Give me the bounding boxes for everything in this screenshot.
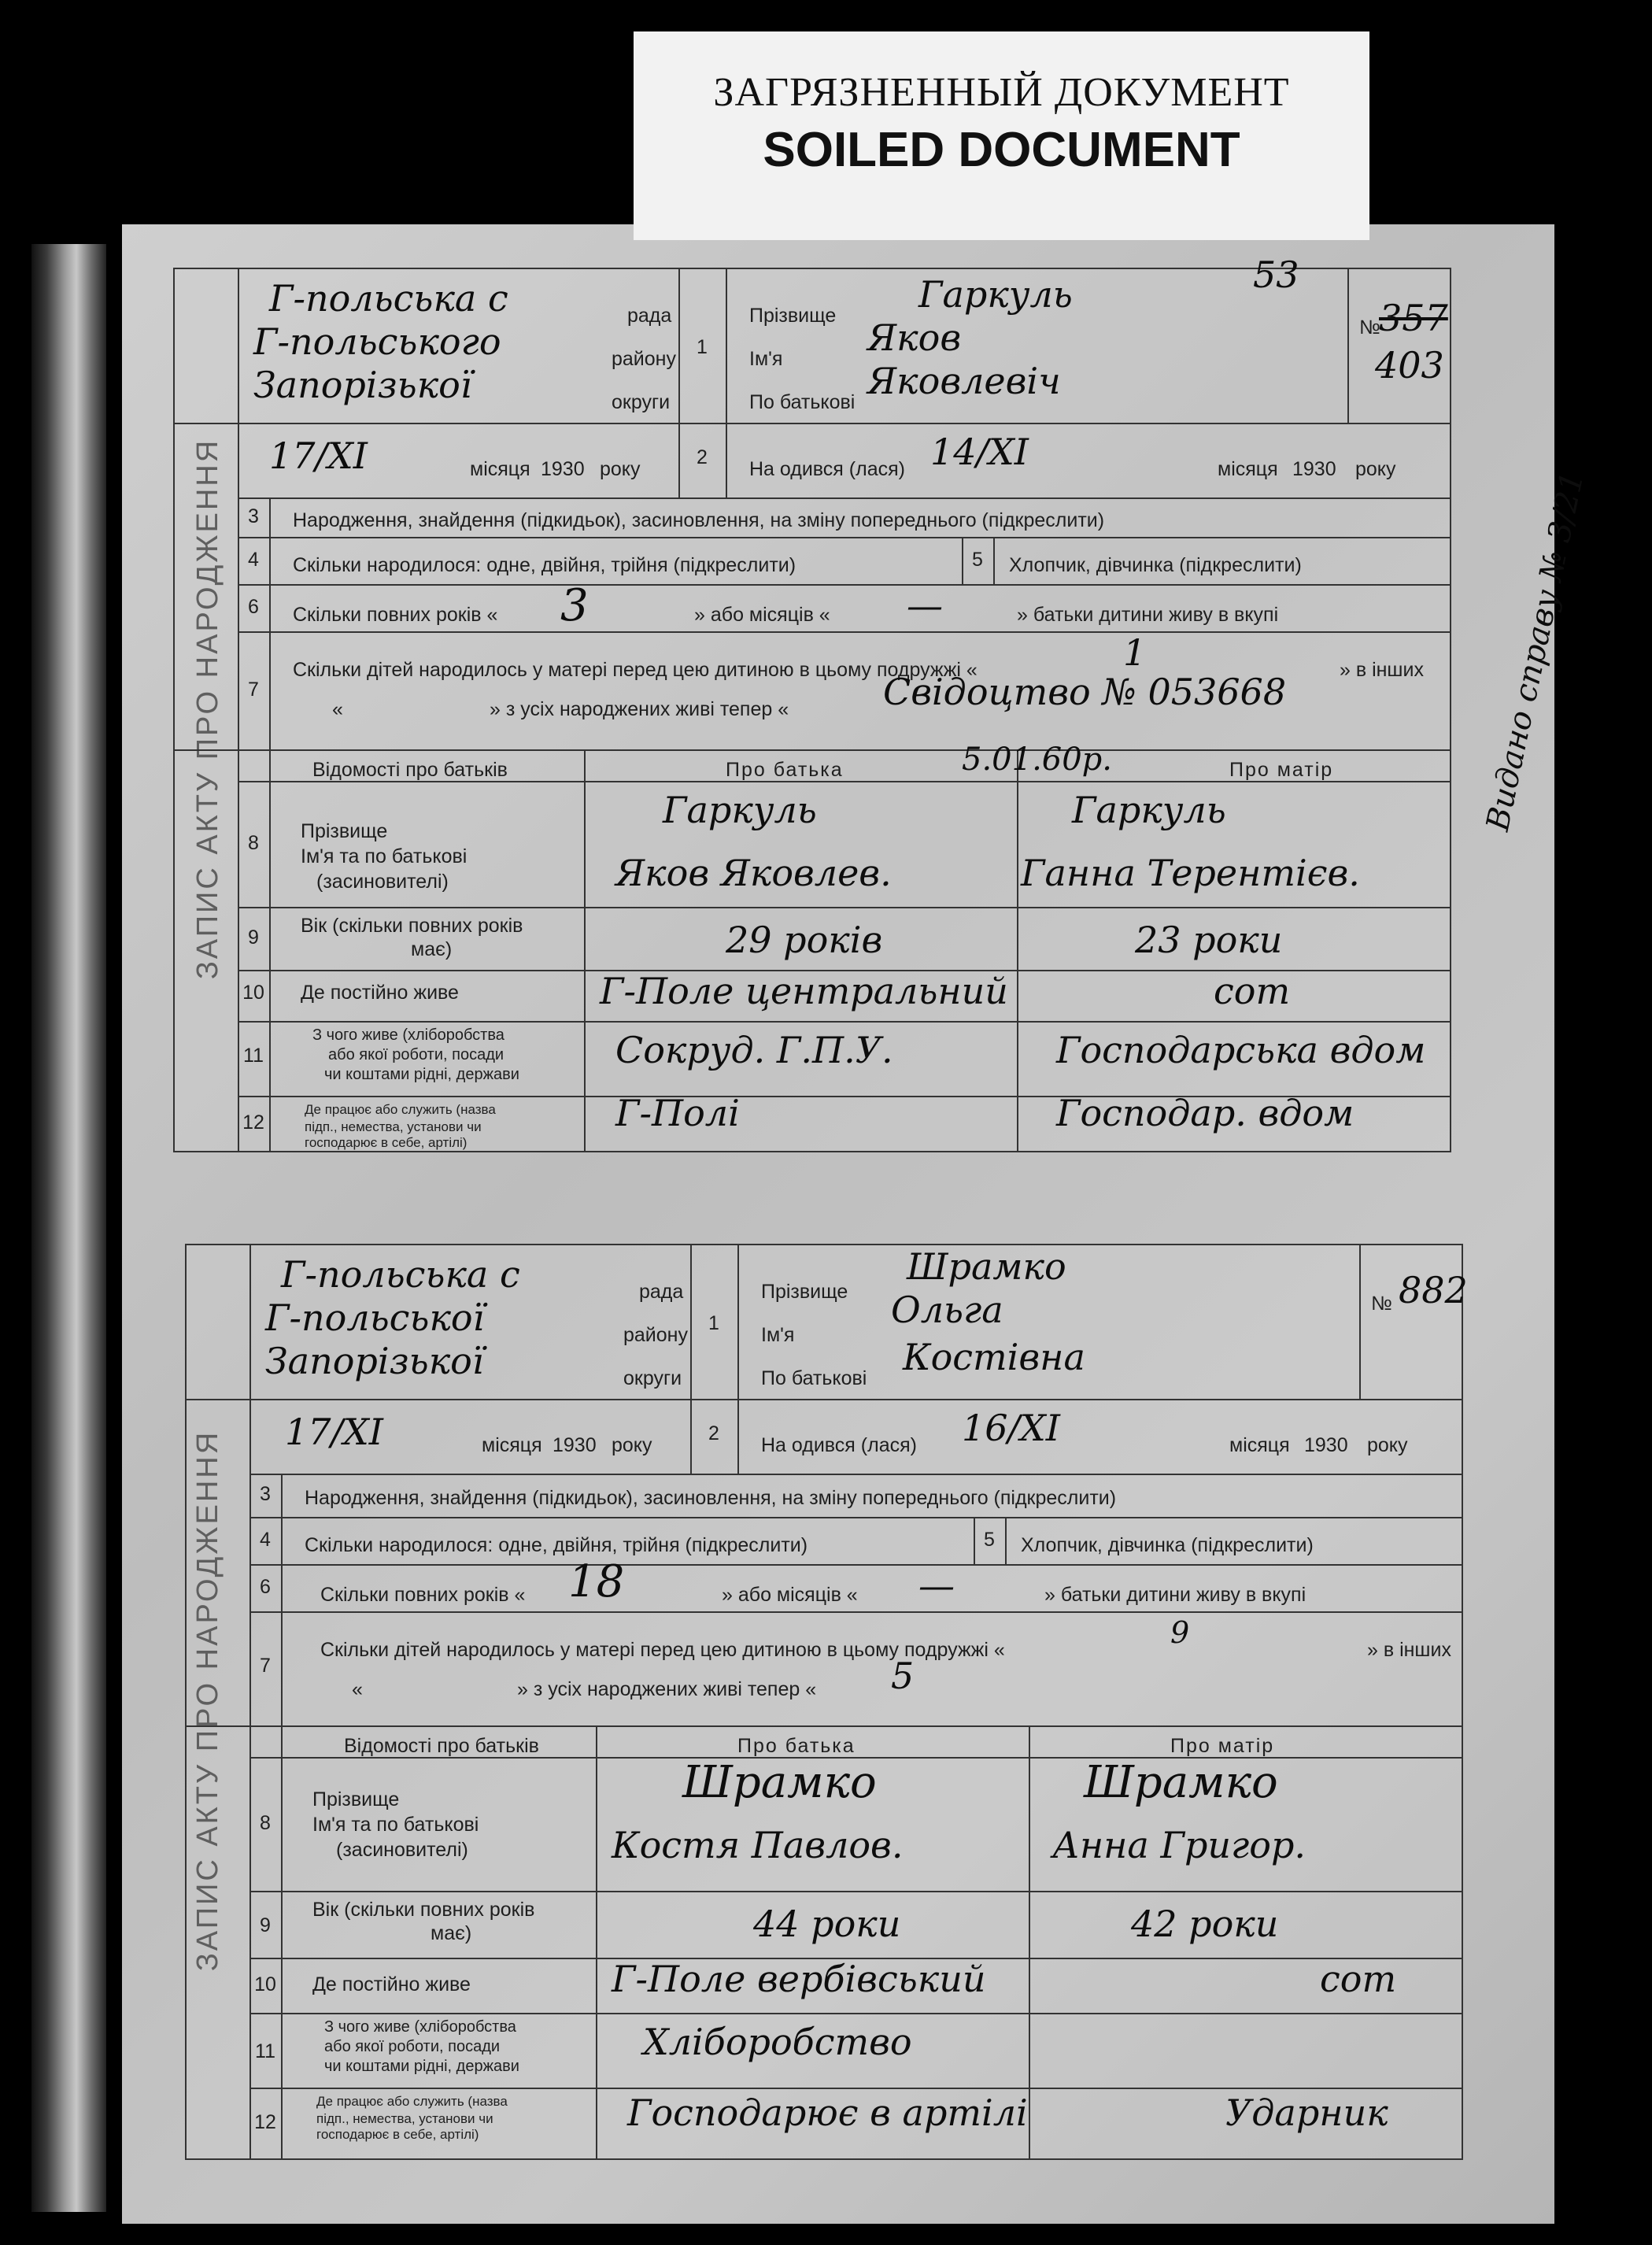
father-surname: Шрамко [682, 1757, 877, 1808]
year-label: року [612, 1434, 652, 1456]
father-name: Костя Павлов. [612, 1824, 904, 1866]
certificate-note: Свідоцтво № 053668 [883, 671, 1287, 713]
father-surname: Гаркуль [663, 789, 817, 831]
row10-label: Де постійно живе [301, 982, 459, 1004]
row6-years-label: Скільки повних років « [293, 604, 498, 626]
registration-date: 17/XI [285, 1411, 383, 1453]
rayon-label: району [612, 348, 676, 370]
record-number: 882 [1399, 1269, 1468, 1311]
father-header: Про батька [726, 759, 844, 781]
row6-tail: » батьки дитини живу в вкупі [1017, 604, 1279, 626]
row-num: 8 [248, 832, 259, 854]
rada-label: рада [627, 305, 672, 327]
row11-label: З чого живе (хліборобства [324, 2018, 516, 2036]
row7-quote: « [332, 698, 343, 720]
row7-alive-label: » з усіх народжених живі тепер « [517, 1678, 817, 1700]
row12-label: підп., немества, установи чи [305, 1119, 482, 1134]
father-occupation: Хліборобство [643, 2021, 912, 2063]
row8-label: (засиновителі) [316, 871, 449, 893]
parents-header: Відомості про батьків [312, 759, 508, 781]
row12-label: господарює в себе, артілі) [316, 2127, 479, 2142]
registration-year: 1930 [541, 458, 585, 480]
row11-label: З чого живе (хліборобства [312, 1026, 504, 1044]
row11-label: чи коштами рідні, держави [324, 2058, 519, 2075]
record-1 [173, 253, 1451, 1152]
soiled-document-label [634, 31, 1369, 240]
row7-tail: » в інших [1340, 659, 1424, 681]
birth-year: 1930 [1304, 1434, 1348, 1456]
row12-label: господарює в себе, артілі) [305, 1135, 468, 1150]
registration-year: 1930 [553, 1434, 597, 1456]
father-occupation: Сокруд. Г.П.У. [615, 1029, 893, 1071]
row7-alive-label: » з усіх народжених живі тепер « [490, 698, 789, 720]
row-num: 1 [697, 336, 708, 358]
mother-surname: Гаркуль [1072, 789, 1226, 831]
mother-header: Про матір [1170, 1735, 1275, 1757]
margin-number: 53 [1253, 253, 1299, 296]
mother-header: Про матір [1229, 759, 1334, 781]
child-name: Яков [867, 316, 962, 359]
row7-text: Скільки дітей народилось у матері перед цею дитиною в цьому подружжі « [293, 659, 978, 681]
okruga-value: Запорізької [253, 364, 472, 406]
years-together: 18 [568, 1556, 625, 1607]
row9-label: Вік (скільки повних років [312, 1899, 535, 1921]
month-label: місяця [470, 458, 530, 480]
row-num: 2 [708, 1422, 719, 1444]
mother-name: Анна Григор. [1052, 1824, 1306, 1866]
row7-text: Скільки дітей народилось у матері перед цею дитиною в цьому подружжі « [320, 1639, 1005, 1661]
row-num: 7 [248, 679, 259, 701]
month-label: місяця [1218, 458, 1278, 480]
child-patronymic: Яковлевіч [867, 360, 1061, 402]
row-num: 3 [248, 505, 259, 527]
row-num: 6 [248, 596, 259, 618]
okruga-label: округи [612, 391, 671, 413]
mother-residence: сот [1320, 1958, 1397, 2000]
mother-surname: Шрамко [1084, 1757, 1278, 1808]
rada-value: Г-польська с [281, 1253, 520, 1296]
father-age: 29 років [726, 919, 883, 961]
child-surname: Шрамко [907, 1245, 1066, 1288]
row3-text: Народження, знайдення (підкидьок), засиновлення, на зміну попереднього (підкреслити) [305, 1487, 1117, 1509]
row-num: 5 [984, 1529, 995, 1551]
birth-year: 1930 [1292, 458, 1336, 480]
record-number-crossed: 357 [1379, 297, 1448, 339]
row7-quote: « [352, 1678, 363, 1700]
okruga-label: округи [623, 1367, 682, 1389]
row8-label: Ім'я та по батькові [301, 845, 468, 867]
father-workplace: Господарює в артілі [627, 2092, 1028, 2134]
row-num: 1 [708, 1312, 719, 1334]
label-ru: ЗАГРЯЗНЕННЫЙ ДОКУМЕНТ [713, 70, 1290, 115]
mother-age: 42 роки [1131, 1903, 1279, 1945]
row11-label: або якої роботи, посади [324, 2038, 501, 2055]
children-before: 1 [1123, 631, 1147, 674]
children-alive: 5 [891, 1655, 915, 1697]
row-num: 9 [248, 926, 259, 949]
row6-years-label: Скільки повних років « [320, 1584, 526, 1606]
row-num: 12 [242, 1111, 264, 1134]
row10-label: Де постійно живе [312, 1973, 471, 1995]
row6-tail: » батьки дитини живу в вкупі [1044, 1584, 1306, 1606]
row5-text: Хлопчик, дівчинка (підкреслити) [1021, 1534, 1314, 1556]
row-num: 7 [260, 1655, 271, 1677]
mother-name: Ганна Терентієв. [1021, 852, 1360, 894]
father-name: Яков Яковлев. [615, 852, 892, 894]
month-label: місяця [1229, 1434, 1290, 1456]
side-title-text: ЗАПИС АКТУ ПРО НАРОДЖЕННЯ [191, 438, 225, 979]
row6-months-label: » або місяців « [694, 604, 830, 626]
father-residence: Г-Поле центральний [600, 970, 1008, 1012]
row11-label: або якої роботи, посади [328, 1046, 504, 1063]
months-together: — [918, 1564, 955, 1607]
mother-occupation: Господарська вдом [1056, 1029, 1426, 1071]
rayon-label: району [623, 1324, 688, 1346]
row12-label: Де працює або служить (назва [316, 2094, 508, 2109]
row-num: 11 [243, 1045, 264, 1067]
month-label: місяця [482, 1434, 542, 1456]
side-title-text: ЗАПИС АКТУ ПРО НАРОДЖЕННЯ [191, 1429, 225, 1971]
record-number: 403 [1375, 344, 1444, 386]
name-label: Ім'я [749, 348, 783, 370]
row-num: 4 [260, 1529, 271, 1551]
row4-text: Скільки народилося: одне, двійня, трійня (підкреслити) [293, 554, 796, 576]
rayon-value: Г-польського [253, 320, 501, 363]
father-residence: Г-Поле вербівський [612, 1958, 986, 2000]
row4-text: Скільки народилося: одне, двійня, трійня (підкреслити) [305, 1534, 808, 1556]
child-name: Ольга [891, 1289, 1003, 1331]
row-num: 10 [254, 1973, 276, 1995]
binding-spine [31, 244, 106, 2212]
registered-label: На одився (лася) [749, 458, 905, 480]
birth-date: 14/XI [930, 431, 1029, 473]
registered-label: На одився (лася) [761, 1434, 917, 1456]
row3-text: Народження, знайдення (підкидьок), засиновлення, на зміну попереднього (підкреслити) [293, 509, 1105, 531]
label-en: SOILED DOCUMENT [763, 123, 1240, 177]
row12-label: підп., немества, установи чи [316, 2111, 493, 2126]
row-num: 9 [260, 1914, 271, 1936]
year-label: року [1367, 1434, 1408, 1456]
parents-header: Відомості про батьків [344, 1735, 539, 1757]
years-together: 3 [560, 580, 589, 631]
rada-value: Г-польська с [269, 277, 508, 320]
mother-workplace: Господар. вдом [1056, 1092, 1354, 1134]
row9-label: Вік (скільки повних років [301, 915, 523, 937]
child-surname: Гаркуль [918, 273, 1073, 316]
number-sign: № [1371, 1293, 1392, 1315]
mother-residence: сот [1214, 970, 1291, 1012]
row12-label: Де працює або служить (назва [305, 1102, 496, 1117]
row6-months-label: » або місяців « [722, 1584, 858, 1606]
row11-label: чи коштами рідні, держави [324, 1066, 519, 1083]
children-before: 9 [1170, 1615, 1190, 1650]
row7-tail: » в інших [1367, 1639, 1451, 1661]
number-sign: № [1359, 316, 1380, 338]
surname-label: Прізвище [749, 305, 837, 327]
father-age: 44 роки [753, 1903, 901, 1945]
okruga-value: Запорізької [265, 1340, 484, 1382]
row8-label: Прізвище [312, 1788, 400, 1810]
patronymic-label: По батькові [749, 391, 856, 413]
row-num: 8 [260, 1812, 271, 1834]
row-num: 4 [248, 549, 259, 571]
child-patronymic: Костівна [903, 1336, 1085, 1378]
father-header: Про батька [737, 1735, 856, 1757]
row9-label: має) [431, 1922, 472, 1944]
certificate-date: 5.01.60р. [962, 742, 1112, 778]
row8-label: Прізвище [301, 820, 388, 842]
father-workplace: Г-Полі [615, 1092, 740, 1134]
record-2 [185, 1244, 1468, 2160]
row-num: 2 [697, 446, 708, 468]
rada-label: рада [639, 1281, 684, 1303]
row-num: 10 [242, 982, 264, 1004]
row-num: 3 [260, 1483, 271, 1505]
row8-label: Ім'я та по батькові [312, 1814, 479, 1836]
row9-label: має) [411, 938, 453, 960]
row8-label: (засиновителі) [336, 1839, 468, 1861]
side-annotation: Видано справу № 3/21 [1480, 468, 1591, 834]
year-label: року [1355, 458, 1396, 480]
patronymic-label: По батькові [761, 1367, 867, 1389]
row-num: 6 [260, 1576, 271, 1598]
rayon-value: Г-польської [265, 1296, 485, 1339]
row-num: 11 [255, 2040, 275, 2062]
row-num: 12 [254, 2111, 276, 2133]
months-together: — [907, 584, 943, 627]
row-num: 5 [972, 549, 983, 571]
birth-date: 16/XI [962, 1407, 1060, 1449]
mother-age: 23 роки [1135, 919, 1283, 961]
name-label: Ім'я [761, 1324, 795, 1346]
row5-text: Хлопчик, дівчинка (підкреслити) [1009, 554, 1302, 576]
registration-date: 17/XI [269, 435, 368, 477]
year-label: року [600, 458, 641, 480]
surname-label: Прізвище [761, 1281, 848, 1303]
mother-workplace: Ударник [1225, 2092, 1388, 2134]
